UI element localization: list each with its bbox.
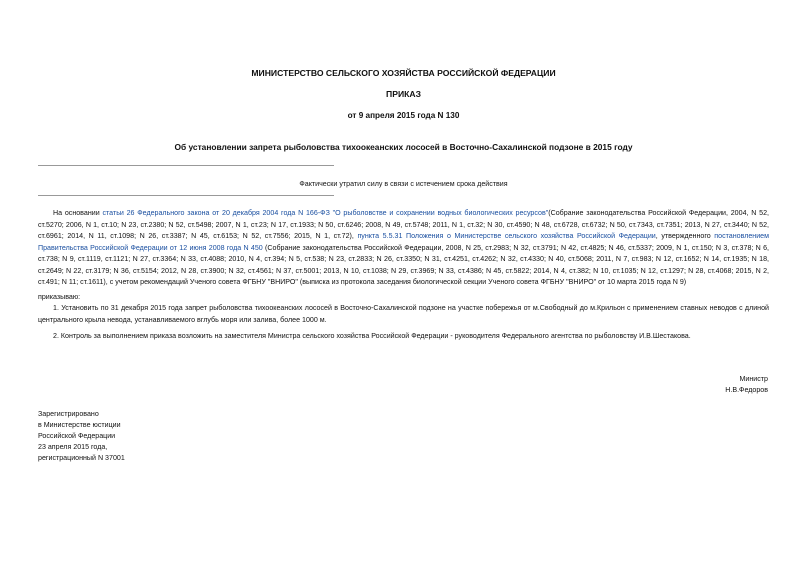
registration-block xyxy=(38,409,125,464)
signature-block xyxy=(725,374,768,396)
document-type-heading: ПРИКАЗ xyxy=(386,89,421,99)
order-item-1: 1. Установить по 31 декабря 2015 года запрет рыболовства тихоокеанских лососей в Восточно-Сахалинской подзоне на участке побережья от м.Свободный до м.Крильон с применением ставных неводов с длиной центрального крыла невода, устанавливаемого вглубь моря или залива, более 1000 м. xyxy=(38,304,769,324)
divider-bottom xyxy=(38,195,334,196)
document-title: Об установлении запрета рыболовства тихоокеанских лососей в Восточно-Сахалинской подзоне в 2015 году xyxy=(174,142,633,152)
preamble-paragraph xyxy=(38,208,769,289)
preamble-text-1: (Собрание законодательства Российской Федерации, 2004, N 52, ст.5270; 2006, N 1, ст.10; N 23, ст.2380; N 52, ст.5498; 2007, N 1, ст.23; N 17, ст.1933; N 50, ст.6246; 2008, N 49, ст.5748; 2011, N 1, ст.32; N 30, ст.4590; N 48, ст.6728, ст.6732; N 50, ст.7343, ст.7351; 2013, N 27, ст.3440; N 52, ст.6961; 2014, N 11, ст.1098; N 26, ст.3387; N 45, ст.6153; N 52, ст.7556; 2015, N 1, ст.72), xyxy=(38,209,769,240)
registration-line-3: Российской Федерации xyxy=(38,432,116,440)
federal-law-link[interactable]: статьи 26 Федерального закона от 20 декабря 2004 года N 166-ФЗ "О рыболовстве и сохранении водных биологических ресурсов" xyxy=(102,209,549,217)
government-decree-link[interactable]: постановлением Правительства Российской Федерации от 12 июня 2008 года N 450 xyxy=(38,232,769,252)
ministry-heading: МИНИСТЕРСТВО СЕЛЬСКОГО ХОЗЯЙСТВА РОССИЙСКОЙ ФЕДЕРАЦИИ xyxy=(251,68,556,78)
preamble-lead: На основании xyxy=(53,209,103,217)
document-date-number: от 9 апреля 2015 года N 130 xyxy=(347,111,460,120)
signature-name: Н.В.Федоров xyxy=(725,386,768,394)
preamble-text-3: (Собрание законодательства Российской Федерации, 2008, N 25, ст.2983; N 32, ст.3791; N 42, ст.4825; N 46, ст.5337; 2009, N 1, ст.150; N 3, ст.378; N 6, ст.738; N 9, ст.1119, ст.1121; N 27, ст.3364; N 33, ст.4088; 2010, N 4, ст.394; N 5, ст.538; N 23, ст.2833; N 26, ст.3350; N 31, ст.4251, ст.4262; N 32, ст.4330; N 40, ст.5068; 2011, N 7, ст.983; N 12, ст.1652; N 14, ст.1935; N 18, ст.2649; N 22, ст.3179; N 36, ст.5154; 2012, N 28, ст.3900; N 32, ст.4561; N 37, ст.5001; 2013, N 10, ст.1038; N 29, ст.3969; N 33, ст.4386; N 45, ст.5822; 2014, N 4, ст.382; N 10, ст.1035; N 12, ст.1297; N 28, ст.4068; 2015, N 2, ст.491; N 11; ст.1611), с учетом рекомендаций Ученого совета ФГБНУ "ВНИРО" (выписка из протокола заседания биологической секции Ученого совета ФГБНУ "ВНИРО" от 10 марта 2015 года N 9) xyxy=(38,243,769,286)
registration-line-2: в Министерстве юстиции xyxy=(38,421,121,429)
signature-position: Министр xyxy=(739,375,768,383)
divider-top xyxy=(38,165,334,166)
regulation-clause-link[interactable]: пункта 5.5.31 Положения о Министерстве сельского хозяйства Российской Федерации xyxy=(357,232,656,240)
registration-line-1: Зарегистрировано xyxy=(38,410,99,418)
status-note: Фактически утратил силу в связи с истечением срока действия xyxy=(299,180,508,188)
registration-line-4: 23 апреля 2015 года, xyxy=(38,443,108,451)
order-item-2: 2. Контроль за выполнением приказа возложить на заместителя Министра сельского хозяйства Российской Федерации - руководителя Федерального агентства по рыболовству И.В.Шестакова. xyxy=(53,332,691,340)
order-word: приказываю: xyxy=(38,293,81,301)
registration-line-5: регистрационный N 37001 xyxy=(38,454,125,462)
preamble-text-2: , утвержденного xyxy=(655,232,715,240)
